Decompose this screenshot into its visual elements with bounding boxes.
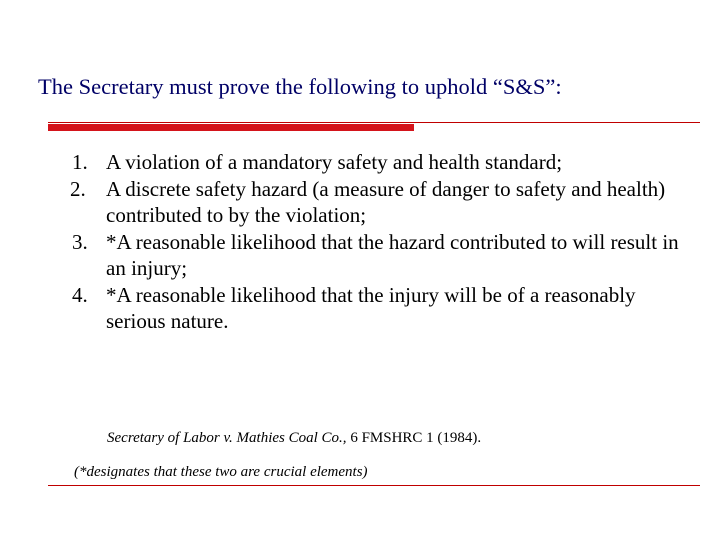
citation-reference: 6 FMSHRC 1 (1984). — [346, 430, 482, 446]
footnote: (*designates that these two are crucial elements) — [74, 464, 368, 480]
bottom-divider-line — [48, 485, 700, 486]
slide-title: The Secretary must prove the following to uphold “S&S”: — [38, 74, 562, 99]
list-item — [72, 149, 696, 176]
list-item-text: A discrete safety hazard (a measure of danger to safety and health) contributed to by the violation; — [106, 176, 666, 227]
list-item-text: *A reasonable likelihood that the injury will be of a reasonably serious nature. — [106, 282, 636, 333]
list-item-text: A violation of a mandatory safety and health standard; — [106, 150, 563, 174]
citation-case-name: Secretary of Labor v. Mathies Coal Co., — [107, 430, 347, 446]
list-item-text: *A reasonable likelihood that the hazard contributed to will result in an injury; — [106, 229, 679, 280]
list-item-number: 1. — [72, 150, 88, 174]
list-item-number: 2. — [70, 176, 86, 201]
title-accent-bar — [48, 124, 414, 131]
list-item-number: 4. — [72, 282, 88, 307]
title-divider-line — [48, 122, 700, 123]
list-item — [72, 282, 696, 335]
list-item — [70, 176, 696, 229]
list-item-number: 3. — [72, 229, 88, 254]
requirements-list — [70, 149, 696, 335]
case-citation — [107, 428, 481, 448]
list-item — [72, 229, 696, 282]
